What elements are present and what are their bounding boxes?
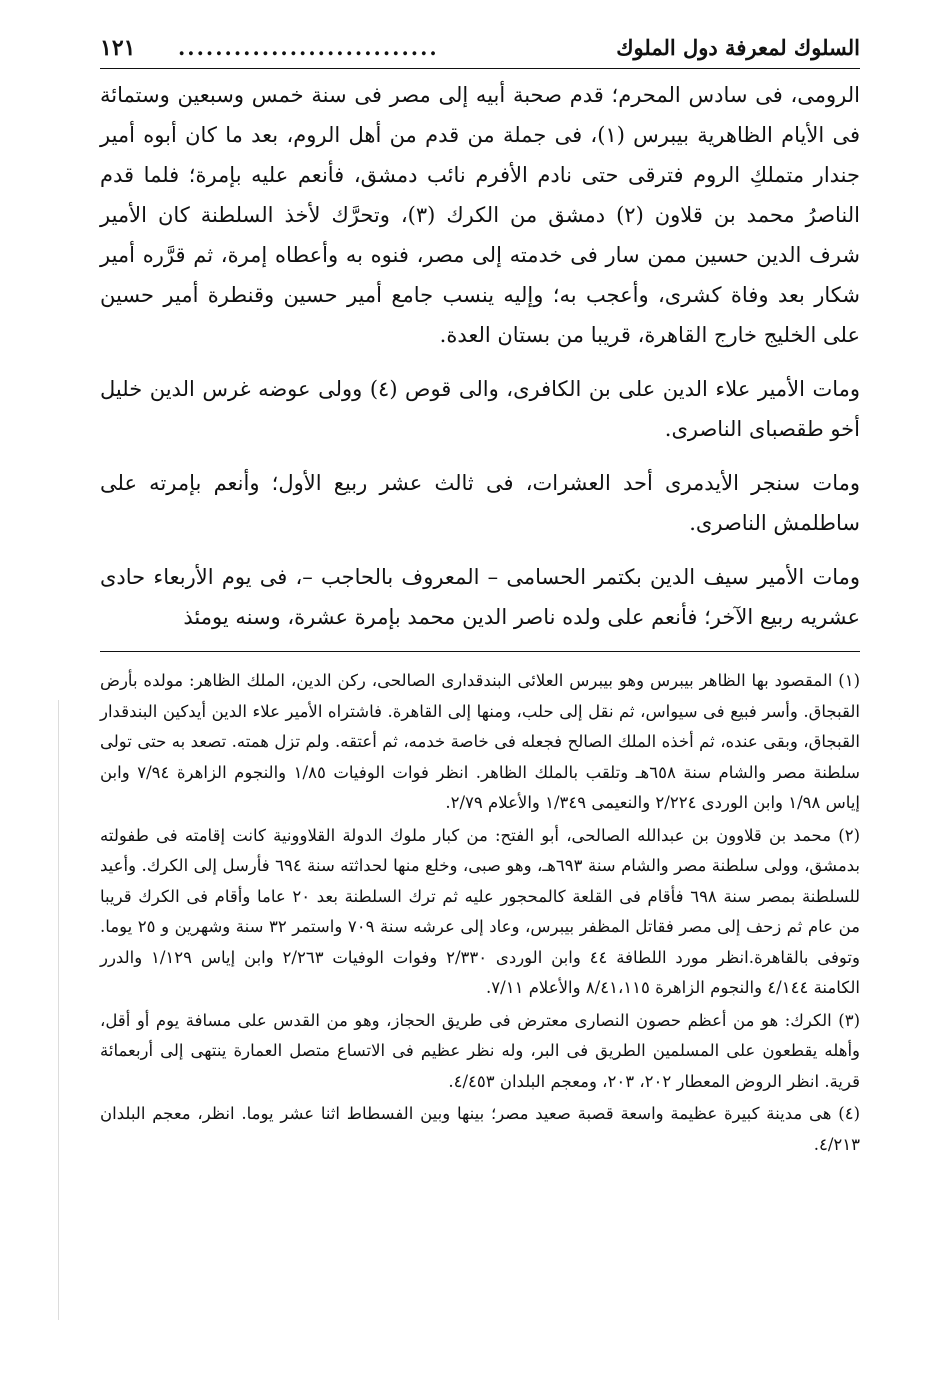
paragraph: الرومى، فى سادس المحرم؛ قدم صحبة أبيه إلى مصر فى سنة خمس وسبعين وستمائة فى الأيام الظاهرية بيبرس (١)، فى جملة من قدم من أهل الروم، بعد ما كان أبوه أمير جندار متملكِ الروم فترقى حتى نادم الأفرم نائب دمشق، فأنعم عليه بإمرة؛ فلما قدم الناصرُ محمد بن قلاون (٢) دمشق من الكرك (٣)، وتحرَّك لأخذ السلطنة كان الأمير شرف الدين حسين ممن سار فى خدمته إلى مصر، فنوه به وأعطاه إمرة، ثم قرَّره أمير شكار بعد وفاة كشرى، وأعجب به؛ وإليه ينسب جامع أمير حسين وقنطرة أمير حسين على الخليج خارج القاهرة، قريبا من بستان العدة. [100,83,861,347]
paragraph: ومات سنجر الأيدمرى أحد العشرات، فى ثالث عشر ربيع الأول؛ وأنعم بإمرته على ساطلمش الناصرى. [100,471,860,535]
book-page [100,28,860,1368]
footnote: (٣) الكرك: هو من أعظم حصون النصارى معترض فى طريق الحجاز، وهو من القدس على مسافة يوم أو أقل، وأهله يقطعون على المسلمين الطريق فى البر، وله نظر عظيم فى الاتساع متصل العمارة ينتهى إلى أربعمائة قرية. انظر الروض المعطار ٢٠٢، ٢٠٣، ومعجم البلدان ٤/٤٥٣. [100,1010,860,1091]
page-number: ١٢١ [100,35,136,61]
footnote: (١) المقصود بها الظاهر بيبرس وهو بيبرس العلائى البندقدارى الصالحى، ركن الدين، الملك الظاهر: مولده بأرض القبجاق. وأسر فبيع فى سيواس، ثم نقل إلى حلب، ومنها إلى القاهرة. فاشتراه الأمير علاء الدين أيدكين البندقدار القبجاق، وبقى عنده، ثم أخذه الملك الصالح فجعله فى خاصة خدمه، ثم أعتقه. ولم تزل همته. تصعد به حتى تولى سلطنة مصر والشام سنة ٦٥٨هـ وتلقب بالملك الظاهر. انظر فوات الوفيات ١/٨٥ والنجوم الزاهرة ٧/٩٤ وابن إياس ١/٩٨ وابن الوردى ٢/٢٢٤ والنعيمى ١/٣٤٩ والأعلام ٢/٧٩. [100,671,861,812]
footnote: (٢) محمد بن قلاوون بن عبدالله الصالحى، أبو الفتح: من كبار ملوك الدولة القلاوونية كانت إقامته فى طفولته بدمشق، وولى سلطنة مصر والشام سنة ٦٩٣هـ، وهو صبى، وخلع منها لحداثته سنة ٦٩٤ فأرسل إلى الكرك. وأعيد للسلطنة بمصر سنة ٦٩٨ فأقام فى القلعة كالمحجور عليه ثم ترك السلطنة بعد ٢٠ عاما وأقام فى الكرك قريبا من عام ثم زحف إلى مصر فقاتل المظفر بيبرس، وعاد إلى عرشه سنة ٧٠٩ واستمر ٣٢ سنة وشهرين و ٢٥ يوما. وتوفى بالقاهرة.انظر مورد اللطافة ٤٤ وابن الوردى ٢/٣٣٠ وفوات الوفيات ٢/٢٦٣ وابن إياس ١/١٢٩ والدرر الكامنة ٤/١٤٤ والنجوم الزاهرة ٨/٤١،١١٥ والأعلام ٧/١١. [100,825,860,997]
main-text [100,75,860,637]
leader-dots: ............................ [178,35,439,60]
running-header [100,28,860,69]
running-title: السلوك لمعرفة دول الملوك [616,35,860,60]
footnote: (٤) هى مدينة كبيرة عظيمة واسعة قصبة صعيد مصر؛ بينها وبين الفسطاط اثنا عشر يوما. انظر، معجم البلدان ٤/٢١٣. [100,1104,860,1154]
scan-margin-line [58,700,59,1320]
paragraph: ومات الأمير علاء الدين على بن الكافرى، والى قوص (٤) وولى عوضه غرس الدين خليل أخو طقصباى الناصرى. [100,377,860,441]
footnotes [100,666,860,1160]
paragraph: ومات الأمير سيف الدين بكتمر الحسامى – المعروف بالحاجب –، فى يوم الأربعاء حادى عشريه ربيع الآخر؛ فأنعم على ولده ناصر الدين محمد بإمرة عشرة، وسنه يومئذ [100,565,860,629]
footnote-separator [100,651,860,652]
